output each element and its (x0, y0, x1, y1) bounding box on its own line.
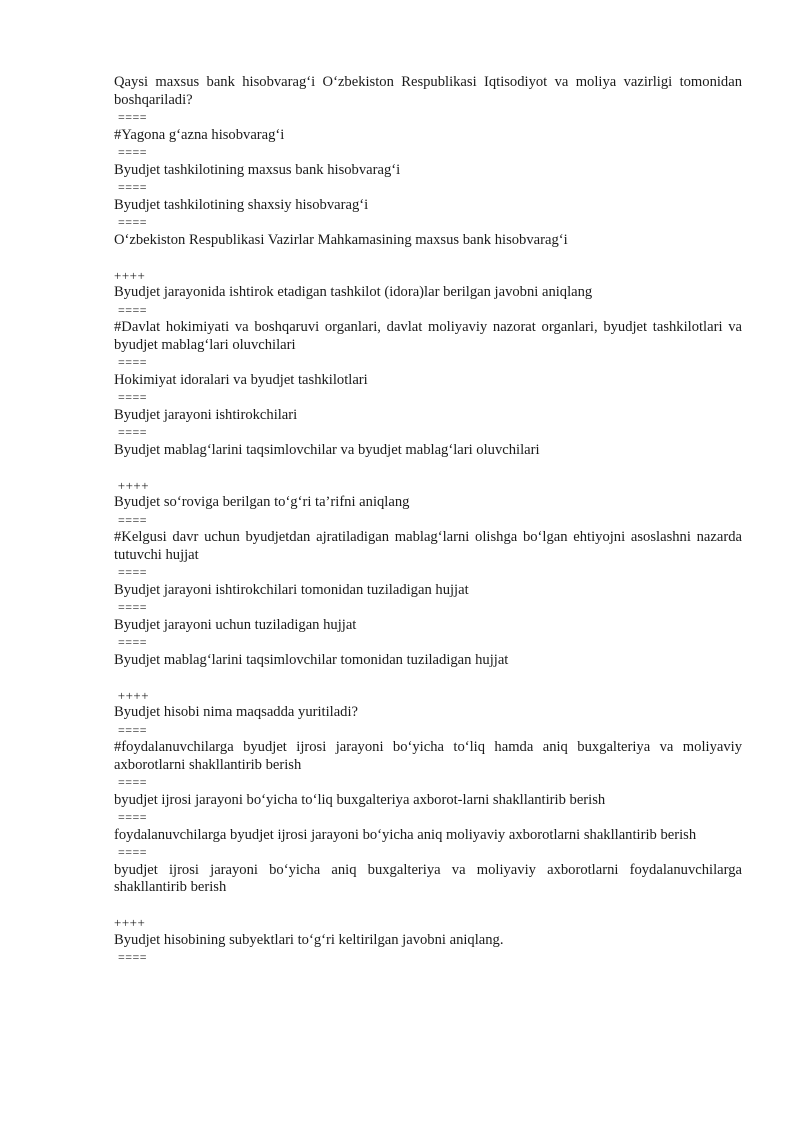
answer-option: Byudjet tashkilotining maxsus bank hisobvarag‘i (114, 161, 401, 178)
answer-separator: ==== (118, 635, 148, 649)
document-page (114, 74, 742, 967)
answer-separator: ==== (118, 302, 148, 317)
answer-separator: ==== (118, 600, 148, 614)
answer-separator: ==== (118, 355, 148, 369)
question-block-2 (114, 267, 742, 460)
answer-option: Byudjet jarayoni uchun tuziladigan hujjat (114, 616, 357, 633)
answer-separator: ==== (118, 512, 148, 527)
question-delimiter: ++++ (114, 267, 146, 283)
answer-option: Byudjet mablag‘larini taqsimlovchilar tomonidan tuziladigan hujjat (114, 651, 509, 668)
answer-option: foydalanuvchilarga byudjet ijrosi jarayoni bo‘yicha aniq moliyaviy axborotlarni shakllantirib berish (114, 826, 697, 843)
question-text: Byudjet jarayonida ishtirok etadigan tashkilot (idora)lar berilgan javobni aniqlang (114, 284, 593, 300)
answer-option: byudjet ijrosi jarayoni bo‘yicha aniq buxgalteriya va moliyaviy axborotlarni foydalanuvchilarga shakllantirib berish (114, 861, 742, 895)
question-block-5 (114, 914, 742, 967)
answer-separator: ==== (118, 425, 148, 439)
answer-option: #Kelgusi davr uchun byudjetdan ajratiladigan mablag‘larni olishga bo‘lgan ehtiyojni asoslashni nazarda tutuvchi hujjat (114, 529, 742, 563)
answer-separator: ==== (118, 110, 148, 124)
answer-option: Byudjet jarayoni ishtirokchilari (114, 406, 298, 423)
question-text: Byudjet hisobi nima maqsadda yuritiladi? (114, 704, 358, 720)
question-block-4 (114, 687, 742, 897)
answer-option: O‘zbekiston Respublikasi Vazirlar Mahkamasining maxsus bank hisobvarag‘i (114, 231, 568, 248)
question-delimiter: ++++ (114, 915, 146, 930)
answer-separator: ==== (118, 810, 148, 824)
answer-separator: ==== (118, 180, 148, 194)
question-text: Byudjet hisobining subyektlari to‘g‘ri keltirilgan javobni aniqlang. (114, 931, 504, 948)
answer-separator: ==== (118, 950, 148, 964)
answer-separator: ==== (118, 722, 148, 737)
question-block-3 (114, 477, 742, 670)
question-delimiter: ++++ (114, 687, 150, 703)
answer-option: #Yagona g‘azna hisobvarag‘i (114, 126, 285, 143)
answer-separator: ==== (118, 845, 148, 859)
answer-option: #Davlat hokimiyati va boshqaruvi organlari, davlat moliyaviy nazorat organlari, byudjet tashkilotlari va byudjet mablag‘lari oluvchilari (114, 319, 742, 353)
answer-option: Byudjet jarayoni ishtirokchilari tomonidan tuziladigan hujjat (114, 581, 469, 598)
answer-separator: ==== (118, 565, 148, 579)
answer-option: Byudjet tashkilotining shaxsiy hisobvarag‘i (114, 196, 369, 213)
question-block-1 (114, 74, 742, 249)
answer-separator: ==== (118, 390, 148, 404)
answer-separator: ==== (118, 145, 148, 159)
question-text: Qaysi maxsus bank hisobvarag‘i O‘zbekiston Respublikasi Iqtisodiyot va moliya vazirligi tomonidan boshqariladi? (114, 74, 742, 108)
question-delimiter: ++++ (114, 477, 150, 493)
answer-separator: ==== (118, 775, 148, 789)
answer-option: byudjet ijrosi jarayoni bo‘yicha to‘liq buxgalteriya axborot-larni shakllantirib berish (114, 791, 606, 808)
answer-option: #foydalanuvchilarga byudjet ijrosi jarayoni bo‘yicha to‘liq hamda aniq buxgalteriya va moliyaviy axborotlarni shakllantirib berish (114, 739, 742, 773)
answer-option: Byudjet mablag‘larini taqsimlovchilar va byudjet mablag‘lari oluvchilari (114, 441, 540, 458)
answer-separator: ==== (118, 215, 148, 229)
answer-option: Hokimiyat idoralari va byudjet tashkilotlari (114, 371, 368, 388)
question-text: Byudjet so‘roviga berilgan to‘g‘ri ta’rifni aniqlang (114, 494, 410, 510)
